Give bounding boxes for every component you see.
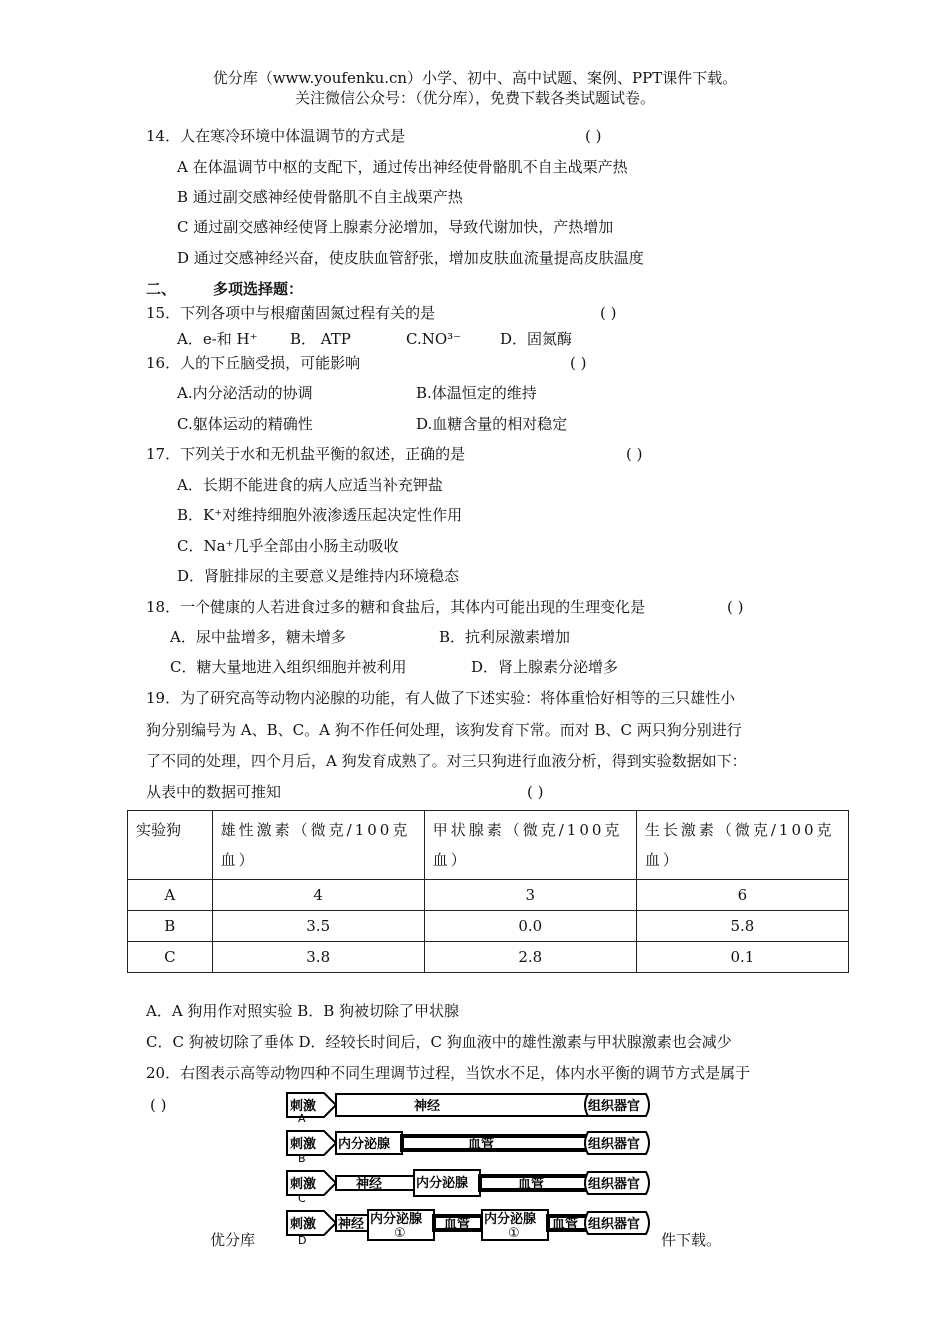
q19-options-ab: A．A 狗用作对照实验 B．B 狗被切除了甲状腺 [146, 1002, 460, 1020]
table-row [128, 942, 849, 973]
table-cell: B [128, 911, 213, 942]
table-header-cell: 甲状腺素（微克/100克血） [424, 811, 636, 880]
table-cell: C [128, 942, 213, 973]
section2-number: 二、 [146, 280, 177, 298]
q17-stem: 17．下列关于水和无机盐平衡的叙述，正确的是 [146, 445, 466, 463]
target-label: 组织器官 [588, 1099, 641, 1114]
q17-option-b: B．K⁺对维持细胞外液渗透压起决定性作用 [177, 506, 463, 524]
q17-option-d: D．肾脏排尿的主要意义是维持内环境稳态 [177, 567, 460, 585]
q14-stem: 14．人在寒冷环境中体温调节的方式是 [146, 127, 406, 145]
circle-marker: ① [394, 1226, 406, 1241]
table-cell: 3.5 [212, 911, 424, 942]
footer-left-text: 优分库 [210, 1231, 256, 1249]
gland-label: 内分泌腺 [338, 1137, 391, 1152]
q19-line-2: 狗分别编号为 A、B、C。A 狗不作任何处理，该狗发育下常。而对 B、C 两只狗分别进行 [146, 721, 742, 739]
diagram-row-d [287, 1210, 649, 1247]
q15-option-c: C.NO³⁻ [406, 330, 462, 348]
footer-right-text: 件下载。 [661, 1231, 722, 1249]
header-line-1: 优分库（www.youfenku.cn）小学、初中、高中试题、案例、PPT课件下载。 [212, 69, 738, 87]
q16-bracket: ( ) [570, 354, 587, 372]
q14-option-a: A 在体温调节中枢的支配下，通过传出神经使骨骼肌不自主战栗产热 [177, 158, 628, 176]
q15-stem: 15．下列各项中与根瘤菌固氮过程有关的是 [146, 304, 436, 322]
diagram-row-b [287, 1131, 649, 1165]
vessel-label: 血管 [552, 1217, 579, 1232]
table-cell: 2.8 [424, 942, 636, 973]
q18-bracket: ( ) [727, 598, 744, 616]
q19-line-1: 19．为了研究高等动物内泌腺的功能，有人做了下述实验：将体重恰好相等的三只雄性小 [146, 689, 736, 707]
table-cell: 5.8 [636, 911, 848, 942]
table-cell: 6 [636, 880, 848, 911]
regulation-diagram [286, 1088, 656, 1248]
stimulus-label: 刺激 [290, 1137, 317, 1152]
q15-option-a: A．e-和 H⁺ [177, 330, 258, 348]
vessel-label: 血管 [444, 1217, 471, 1232]
q17-option-a: A．长期不能进食的病人应适当补充钾盐 [177, 476, 443, 494]
q18-option-a: A．尿中盐增多，糖未增多 [170, 628, 346, 646]
nerve-label: 神经 [414, 1099, 441, 1114]
q19-line-3: 了不同的处理，四个月后，A 狗发育成熟了。对三只狗进行血液分析，得到实验数据如下： [146, 752, 747, 770]
row-label-c: C [298, 1192, 306, 1205]
vessel-label: 血管 [518, 1177, 545, 1192]
stimulus-label: 刺激 [290, 1177, 317, 1192]
gland-label: 内分泌腺 [370, 1212, 423, 1227]
q18-option-c: C．糖大量地进入组织细胞并被利用 [170, 658, 407, 676]
circle-marker: ① [508, 1226, 520, 1241]
row-label-a: A [298, 1112, 306, 1125]
q14-option-c: C 通过副交感神经使肾上腺素分泌增加，导致代谢加快，产热增加 [177, 218, 614, 236]
q17-bracket: ( ) [626, 445, 643, 463]
q20-stem: 20．右图表示高等动物四种不同生理调节过程，当饮水不足，体内水平衡的调节方式是属于 [146, 1064, 751, 1082]
row-label-d: D [298, 1234, 307, 1247]
vessel-label: 血管 [468, 1137, 495, 1152]
target-label: 组织器官 [588, 1137, 641, 1152]
diagram-row-a [287, 1093, 649, 1125]
table-cell: 0.0 [424, 911, 636, 942]
nerve-label: 神经 [356, 1177, 383, 1192]
table-cell: 3 [424, 880, 636, 911]
q15-option-b: B． ATP [290, 330, 351, 348]
table-cell: 4 [212, 880, 424, 911]
gland-label: 内分泌腺 [484, 1212, 537, 1227]
q20-bracket: ( ) [150, 1096, 167, 1114]
section2-title: 多项选择题： [213, 280, 304, 298]
table-row [128, 880, 849, 911]
table-header-cell: 实验狗 [128, 811, 213, 880]
table-header-row [128, 811, 849, 880]
row-label-b: B [298, 1152, 306, 1165]
q14-option-d: D 通过交感神经兴奋，使皮肤血管舒张，增加皮肤血流量提高皮肤温度 [177, 249, 644, 267]
q16-option-a: A.内分泌活动的协调 [177, 384, 313, 402]
table-header-cell: 雄性激素（微克/100克血） [212, 811, 424, 880]
q15-option-d: D．固氮酶 [500, 330, 573, 348]
target-label: 组织器官 [588, 1177, 641, 1192]
q18-stem: 18．一个健康的人若进食过多的糖和食盐后，其体内可能出现的生理变化是 [146, 598, 646, 616]
q19-line-4: 从表中的数据可推知 [146, 783, 282, 801]
hormone-data-table [127, 810, 849, 973]
q14-bracket: ( ) [585, 127, 602, 145]
q18-option-b: B．抗利尿激素增加 [439, 628, 571, 646]
q17-option-c: C．Na⁺几乎全部由小肠主动吸收 [177, 537, 399, 555]
q14-option-b: B 通过副交感神经使骨骼肌不自主战栗产热 [177, 188, 463, 206]
table-cell: 3.8 [212, 942, 424, 973]
q16-stem: 16．人的下丘脑受损，可能影响 [146, 354, 361, 372]
q16-option-d: D.血糖含量的相对稳定 [416, 415, 568, 433]
q18-option-d: D．肾上腺素分泌增多 [471, 658, 619, 676]
q15-bracket: ( ) [600, 304, 617, 322]
q16-option-c: C.躯体运动的精确性 [177, 415, 313, 433]
stimulus-label: 刺激 [290, 1099, 317, 1114]
table-row [128, 911, 849, 942]
table-cell: A [128, 880, 213, 911]
q16-option-b: B.体温恒定的维持 [416, 384, 537, 402]
table-header-cell: 生长激素（微克/100克血） [636, 811, 848, 880]
gland-label: 内分泌腺 [416, 1176, 469, 1191]
q19-options-cd: C．C 狗被切除了垂体 D．经较长时间后，C 狗血液中的雄性激素与甲状腺激素也会减少 [146, 1033, 732, 1051]
diagram-row-c [287, 1170, 649, 1205]
target-label: 组织器官 [588, 1217, 641, 1232]
nerve-label: 神经 [338, 1217, 365, 1232]
table-cell: 0.1 [636, 942, 848, 973]
stimulus-label: 刺激 [290, 1217, 317, 1232]
header-line-2: 关注微信公众号：（优分库），免费下载各类试题试卷。 [294, 89, 655, 107]
q19-bracket: ( ) [527, 783, 544, 801]
